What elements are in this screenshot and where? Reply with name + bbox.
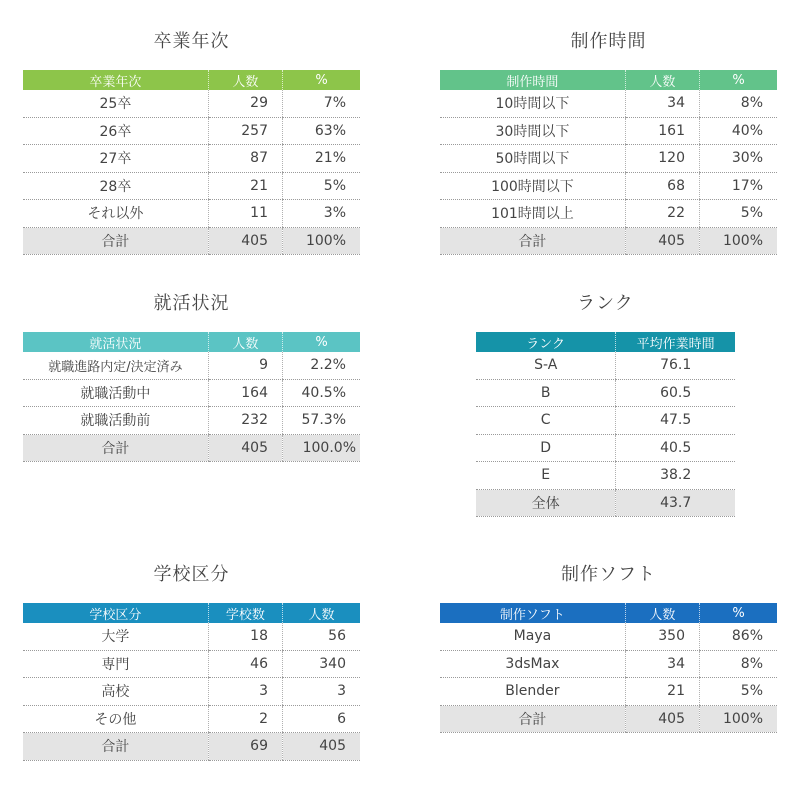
- row-percent: 5%: [699, 200, 777, 228]
- school-block: [23, 563, 360, 761]
- graduation-block: [23, 30, 360, 255]
- row-label: 26卒: [23, 117, 208, 145]
- hours-title: 制作時間: [570, 31, 647, 52]
- row-count: 34: [625, 650, 699, 678]
- rank-table: [476, 332, 735, 517]
- row-count: 68: [625, 172, 699, 200]
- rank-header-avg-hours: 平均作業時間: [616, 332, 735, 352]
- graduation-header-row: [23, 70, 360, 90]
- total-count: 405: [625, 705, 699, 733]
- row-label: 30時間以下: [440, 117, 625, 145]
- row-count: 87: [208, 145, 282, 173]
- total-count: 405: [208, 434, 282, 462]
- table-row: [23, 407, 360, 435]
- rank-block: [476, 292, 735, 517]
- table-row: [23, 145, 360, 173]
- row-count: 161: [625, 117, 699, 145]
- row-count: 34: [625, 90, 699, 117]
- table-row: [440, 678, 777, 706]
- total-label: 全体: [476, 489, 616, 517]
- software-header-category: 制作ソフト: [499, 607, 565, 623]
- row-count: 21: [208, 172, 282, 200]
- row-label: C: [476, 407, 616, 435]
- job-title: 就活状況: [153, 293, 230, 314]
- row-percent: 8%: [699, 90, 777, 117]
- row-label: 就職活動中: [23, 379, 208, 407]
- row-count: 9: [208, 352, 282, 379]
- row-label: D: [476, 434, 616, 462]
- row-label: E: [476, 462, 616, 490]
- job-header-percent: %: [282, 332, 360, 352]
- row-label: Blender: [440, 678, 625, 706]
- row-value: 76.1: [616, 352, 735, 379]
- row-count: 22: [625, 200, 699, 228]
- total-row: [440, 227, 777, 255]
- total-row: [23, 227, 360, 255]
- graduation-header-percent: %: [282, 70, 360, 90]
- row-label: 就職活動前: [23, 407, 208, 435]
- table-row: [23, 90, 360, 117]
- hours-header-row: [440, 70, 777, 90]
- school-header-schools: 学校数: [208, 603, 282, 623]
- total-row: [440, 705, 777, 733]
- row-percent: 40.5%: [282, 379, 360, 407]
- total-label: 合計: [23, 227, 208, 255]
- total-label: 合計: [440, 227, 625, 255]
- table-row: [440, 145, 777, 173]
- hours-header-percent: %: [699, 70, 777, 90]
- row-count: 11: [208, 200, 282, 228]
- software-header-count: 人数: [625, 603, 699, 623]
- software-title: 制作ソフト: [561, 564, 656, 585]
- graduation-table: [23, 70, 360, 255]
- total-percent: 100.0%: [282, 434, 360, 462]
- row-label: 専門: [23, 650, 208, 678]
- total-people: 405: [282, 733, 360, 761]
- row-label: 50時間以下: [440, 145, 625, 173]
- school-header-people: 人数: [282, 603, 360, 623]
- school-header-row: [23, 603, 360, 623]
- row-percent: 21%: [282, 145, 360, 173]
- row-people: 340: [282, 650, 360, 678]
- total-row: [476, 489, 735, 517]
- row-label: 大学: [23, 623, 208, 650]
- total-percent: 100%: [699, 705, 777, 733]
- row-label: 28卒: [23, 172, 208, 200]
- table-row: [23, 172, 360, 200]
- table-row: [23, 650, 360, 678]
- school-table: [23, 603, 360, 761]
- software-header-row: [440, 603, 777, 623]
- row-schools: 3: [208, 678, 282, 706]
- table-row: [476, 462, 735, 490]
- job-header-row: [23, 332, 360, 352]
- total-row: [23, 434, 360, 462]
- row-people: 3: [282, 678, 360, 706]
- row-count: 232: [208, 407, 282, 435]
- row-percent: 2.2%: [282, 352, 360, 379]
- row-count: 21: [625, 678, 699, 706]
- row-percent: 7%: [282, 90, 360, 117]
- table-row: [23, 352, 360, 379]
- job-header-count: 人数: [208, 332, 282, 352]
- row-percent: 17%: [699, 172, 777, 200]
- row-percent: 63%: [282, 117, 360, 145]
- table-row: [440, 623, 777, 650]
- row-count: 164: [208, 379, 282, 407]
- row-label: 27卒: [23, 145, 208, 173]
- row-value: 38.2: [616, 462, 735, 490]
- row-schools: 46: [208, 650, 282, 678]
- row-people: 56: [282, 623, 360, 650]
- row-count: 29: [208, 90, 282, 117]
- row-count: 257: [208, 117, 282, 145]
- rank-title: ランク: [577, 293, 634, 314]
- table-row: [476, 434, 735, 462]
- row-percent: 40%: [699, 117, 777, 145]
- table-row: [23, 623, 360, 650]
- table-row: [476, 407, 735, 435]
- table-row: [440, 172, 777, 200]
- row-percent: 3%: [282, 200, 360, 228]
- graduation-header-count: 人数: [208, 70, 282, 90]
- table-row: [440, 117, 777, 145]
- hours-block: [440, 30, 777, 255]
- row-percent: 8%: [699, 650, 777, 678]
- row-label: 100時間以下: [440, 172, 625, 200]
- school-title: 学校区分: [153, 564, 230, 585]
- row-label: Maya: [440, 623, 625, 650]
- row-label: その他: [23, 705, 208, 733]
- table-row: [476, 379, 735, 407]
- software-block: [440, 563, 777, 733]
- row-value: 47.5: [616, 407, 735, 435]
- table-row: [23, 117, 360, 145]
- total-schools: 69: [208, 733, 282, 761]
- row-percent: 86%: [699, 623, 777, 650]
- total-label: 合計: [23, 733, 208, 761]
- table-row: [23, 200, 360, 228]
- job-table: [23, 332, 360, 462]
- job-block: [23, 292, 360, 462]
- total-label: 合計: [23, 434, 208, 462]
- job-header-category: 就活状況: [89, 336, 142, 352]
- row-count: 350: [625, 623, 699, 650]
- software-header-percent: %: [699, 603, 777, 623]
- row-value: 40.5: [616, 434, 735, 462]
- total-count: 405: [625, 227, 699, 255]
- row-label: 就職進路内定/決定済み: [23, 352, 208, 379]
- software-table: [440, 603, 777, 733]
- total-percent: 100%: [282, 227, 360, 255]
- table-row: [23, 705, 360, 733]
- row-label: B: [476, 379, 616, 407]
- row-label: S-A: [476, 352, 616, 379]
- row-label: それ以外: [23, 200, 208, 228]
- table-row: [23, 379, 360, 407]
- row-percent: 5%: [699, 678, 777, 706]
- row-label: 101時間以上: [440, 200, 625, 228]
- table-row: [23, 678, 360, 706]
- row-count: 120: [625, 145, 699, 173]
- row-percent: 57.3%: [282, 407, 360, 435]
- rank-header-rank: ランク: [526, 336, 566, 352]
- hours-header-category: 制作時間: [506, 74, 559, 90]
- hours-header-count: 人数: [625, 70, 699, 90]
- total-row: [23, 733, 360, 761]
- total-label: 合計: [440, 705, 625, 733]
- row-label: 25卒: [23, 90, 208, 117]
- total-count: 405: [208, 227, 282, 255]
- table-row: [440, 90, 777, 117]
- row-label: 10時間以下: [440, 90, 625, 117]
- rank-header-row: [476, 332, 735, 352]
- row-value: 60.5: [616, 379, 735, 407]
- school-header-category: 学校区分: [89, 607, 142, 623]
- row-schools: 18: [208, 623, 282, 650]
- row-percent: 5%: [282, 172, 360, 200]
- row-people: 6: [282, 705, 360, 733]
- hours-table: [440, 70, 777, 255]
- row-percent: 30%: [699, 145, 777, 173]
- graduation-header-category: 卒業年次: [89, 74, 142, 90]
- row-schools: 2: [208, 705, 282, 733]
- table-row: [476, 352, 735, 379]
- total-value: 43.7: [616, 489, 735, 517]
- row-label: 高校: [23, 678, 208, 706]
- total-percent: 100%: [699, 227, 777, 255]
- table-row: [440, 200, 777, 228]
- table-row: [440, 650, 777, 678]
- graduation-title: 卒業年次: [153, 31, 230, 52]
- row-label: 3dsMax: [440, 650, 625, 678]
